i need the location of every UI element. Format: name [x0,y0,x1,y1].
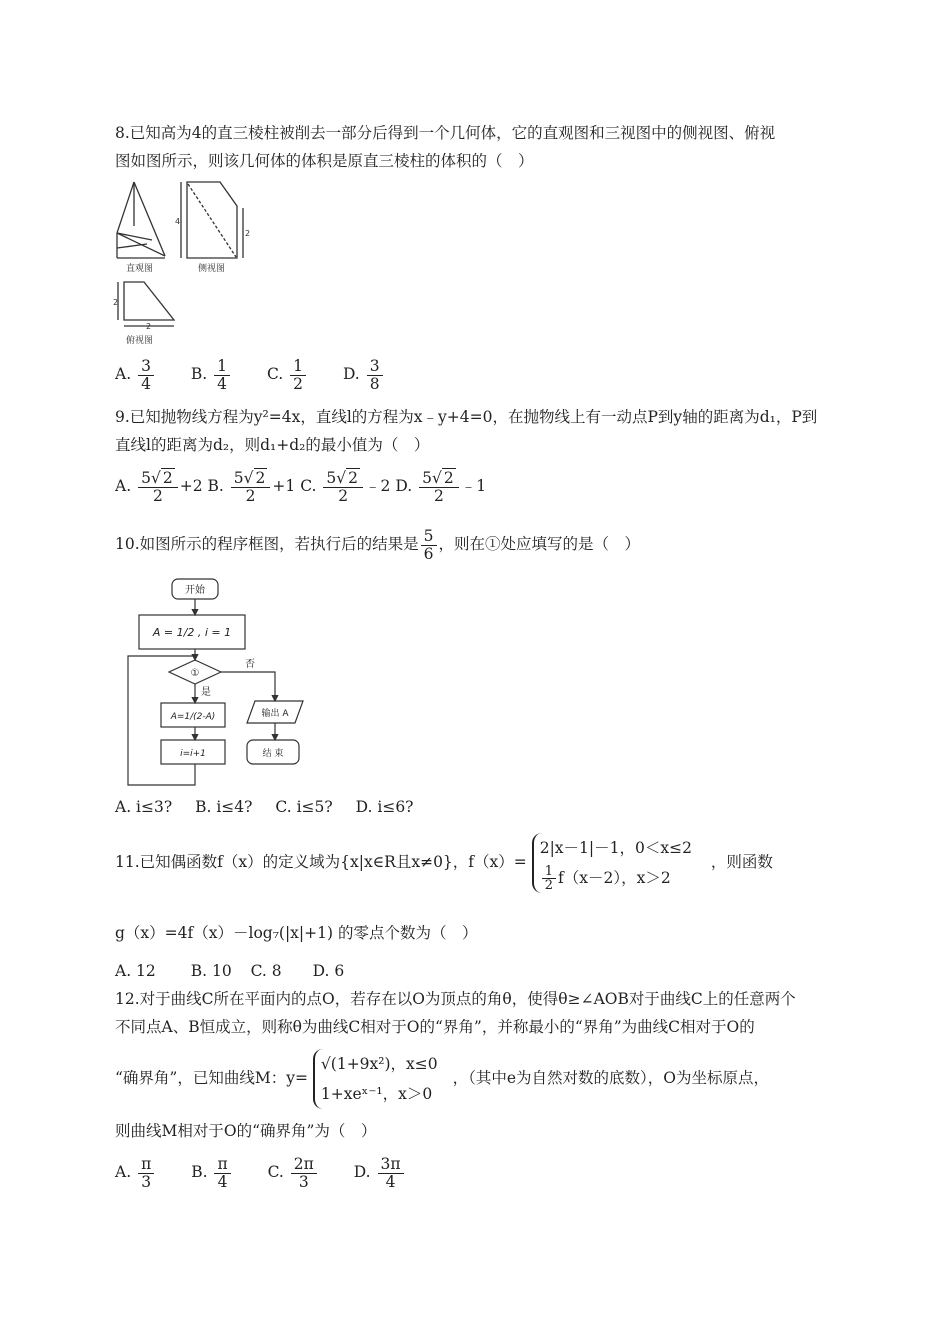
q8-side-h4: 4 [175,217,181,226]
q8-side-view [181,182,243,258]
flow-cond: ① [190,668,200,679]
q8-option-c[interactable]: C. $\frac{1}{2}$ [267,354,308,394]
q12-text-line2: 不同点A、B恒成立，则称θ为曲线C相对于O的“界角”，并称最小的“界角”为曲线C相对于O的 [115,1018,755,1036]
q12-option-b[interactable]: B. $\frac{\pi}{4}$ [191,1150,232,1194]
q11-g-line: g（x）=4f（x）－log₇(|x|+1) 的零点个数为（ ） [115,924,478,942]
q11-text: 11.已知偶函数f（x）的定义域为{x|x∈R且x≠0}，f（x）= 2|x－1|－1，0＜x≤2 $\frac{1}{2}$ f（x－2），x＞2 ，则函数 [115,830,773,894]
q8-option-d[interactable]: D. $\frac{3}{8}$ [343,354,385,394]
q8-option-a[interactable]: A. $\frac{3}{4}$ [115,354,156,394]
q8-text-line1: 8.已知高为4的直三棱柱被削去一部分后得到一个几何体，它的直观图和三视图中的侧视图、俯视 [115,124,776,142]
q8-top-h2: 2 [113,298,119,307]
q10-option-c[interactable]: C. i≤5? [275,798,333,816]
flow-assign: A=1/(2-A) [170,712,216,722]
q11-piecewise: 2|x－1|－1，0＜x≤2 $\frac{1}{2}$ f（x－2），x＞2 [532,833,692,893]
q11-option-b[interactable]: B. 10 [190,962,232,980]
q9-option-c[interactable]: C. $\frac{5√ 2}{2}$ ﹣2 [300,469,391,505]
q9-text-line2: 直线l的距离为d₂，则d₁+d₂的最小值为（ ） [115,436,430,454]
q10-option-d[interactable]: D. i≤6? [355,798,414,816]
flow-yes: 是 [201,687,211,698]
q8-options [115,354,415,394]
q9-option-b[interactable]: B. $\frac{5√ 2}{2}$ +1 [207,469,296,505]
q12-option-d[interactable]: D. $\frac{3\pi}{4}$ [354,1150,406,1194]
q9-text-line1: 9.已知抛物线方程为y²=4x，直线l的方程为x﹣y+4=0，在抛物线上有一动点P到y轴的距离为d₁，P到 [115,408,818,426]
flow-start: 开始 [185,585,205,596]
q10-option-b[interactable]: B. i≤4? [195,798,253,816]
flow-no: 否 [245,659,255,670]
q8-top-label: 俯视图 [126,336,154,346]
q11-option-a[interactable]: A. 12 [115,962,156,980]
q8-front-label: 直观图 [126,264,154,274]
q10-options [115,796,444,818]
q9-option-d[interactable]: D. $\frac{5√ 2}{2}$ ﹣1 [395,469,487,505]
q9-option-a[interactable]: A. $\frac{5√ 2}{2}$ +2 [115,469,203,505]
flow-end: 结 束 [262,749,284,759]
q8-top-view [118,282,174,326]
q8-text-line2: 图如图所示，则该几何体的体积是原直三棱柱的体积的（ ） [115,152,534,170]
q12-text-line4: 则曲线M相对于O的“确界角”为（ ） [115,1122,377,1140]
flow-init: A = 1/2 , i = 1 [152,626,232,639]
flow-inc: i=i+1 [180,749,206,759]
q12-text-line1: 12.对于曲线C所在平面内的点O，若存在以O为顶点的角θ，使得θ≥∠AOB对于曲线C上的任意两个 [115,990,796,1008]
q12-option-a[interactable]: A. $\frac{\pi}{3}$ [115,1150,156,1194]
q11-option-c[interactable]: C. 8 [250,962,282,980]
q10-option-a[interactable]: A. i≤3? [115,798,173,816]
q8-top-w2: 2 [146,322,152,331]
q12-text-line3: “确界角”，已知曲线M：y= √(1+9x²)，x≤0 1+xeˣ⁻¹，x＞0 ，（其中e为自然对数的底数），O为坐标原点， [115,1046,769,1110]
q10-text: 10.如图所示的程序框图，若执行后的结果是 $\frac{5}{6}$ ，则在①处应填写的是（ ） [115,527,641,563]
q9-options [115,464,486,508]
q12-options [115,1150,436,1194]
q8-figure [112,178,252,348]
q8-side-h2: 2 [245,229,251,238]
q8-option-b[interactable]: B. $\frac{1}{4}$ [191,354,232,394]
q11-options [115,960,374,982]
q12-option-c[interactable]: C. $\frac{2\pi}{3}$ [268,1150,319,1194]
q11-option-d[interactable]: D. 6 [312,962,345,980]
q10-flowchart [125,575,315,790]
q12-piecewise: √(1+9x²)，x≤0 1+xeˣ⁻¹，x＞0 [313,1049,438,1109]
q8-side-label: 侧视图 [198,264,226,274]
q8-front-view [117,182,165,258]
flow-output: 输出 A [261,709,289,719]
